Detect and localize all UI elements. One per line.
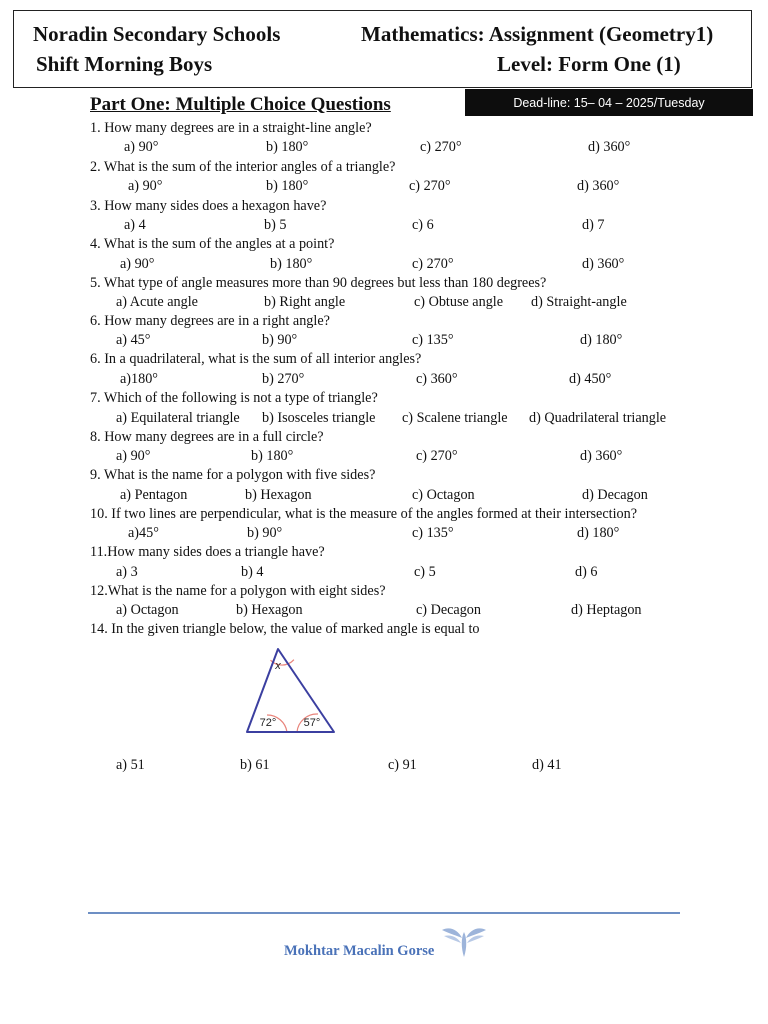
option-b: b) Hexagon (236, 602, 303, 618)
option-d: d) 360° (577, 178, 620, 194)
option-d: d) 360° (588, 139, 631, 155)
option-c: c) 135° (412, 525, 454, 541)
option-a: a) 4 (124, 217, 146, 233)
option-c: c) 5 (414, 564, 436, 580)
option-d: d) Heptagon (571, 602, 642, 618)
option-a: a) Acute angle (116, 294, 198, 310)
author-name: Mokhtar Macalin Gorse (284, 943, 435, 959)
option-a: a) 51 (116, 757, 145, 773)
angle-57-label: 57° (303, 717, 321, 729)
option-c: c) 270° (416, 448, 458, 464)
option-c: c) Scalene triangle (402, 410, 508, 426)
option-b: b) 180° (266, 139, 309, 155)
option-b: b) 270° (262, 371, 305, 387)
option-d: d) 450° (569, 371, 612, 387)
question-2: 2. What is the sum of the interior angles of a triangle? (90, 159, 396, 175)
bird-logo-icon (440, 924, 488, 960)
level-label: Level: Form One (1) (497, 52, 681, 76)
option-b: b) Hexagon (245, 487, 312, 503)
school-name: Noradin Secondary Schools (33, 22, 281, 46)
option-c: c) Decagon (416, 602, 481, 618)
option-a: a) 90° (124, 139, 159, 155)
option-b: b) Right angle (264, 294, 346, 310)
option-c: c) 270° (420, 139, 462, 155)
option-a: a)45° (128, 525, 159, 541)
shift-label: Shift Morning Boys (36, 52, 213, 76)
option-c: c) 6 (412, 217, 434, 233)
option-b: b) 180° (251, 448, 294, 464)
option-d: d) Decagon (582, 487, 648, 503)
option-b: b) 90° (247, 525, 283, 541)
option-a: a) 90° (128, 178, 163, 194)
option-c: c) Obtuse angle (414, 294, 504, 310)
option-b: b) 180° (266, 178, 309, 194)
option-a: a) 90° (116, 448, 151, 464)
option-b: b) 90° (262, 332, 298, 348)
angle-x-label: x (275, 660, 281, 672)
option-a: a) 45° (116, 332, 151, 348)
angle-72-label: 72° (259, 717, 277, 729)
subject-title: Mathematics: Assignment (Geometry1) (361, 22, 714, 46)
option-b: b) Isosceles triangle (262, 410, 376, 426)
option-d: d) 6 (575, 564, 598, 580)
question-3: 3. How many sides does a hexagon have? (90, 198, 327, 214)
option-b: b) 5 (264, 217, 287, 233)
deadline-banner (465, 89, 753, 116)
option-a: a) Octagon (116, 602, 179, 618)
option-c: c) 135° (412, 332, 454, 348)
question-8: 8. How many degrees are in a full circle? (90, 429, 324, 445)
question-6b: 6. In a quadrilateral, what is the sum of all interior angles? (90, 351, 422, 367)
option-a: a) 3 (116, 564, 138, 580)
option-d: d) 41 (532, 757, 562, 773)
question-12: 12.What is the name for a polygon with eight sides? (90, 583, 386, 599)
option-d: d) 180° (580, 332, 623, 348)
footer-divider (88, 912, 680, 914)
question-4: 4. What is the sum of the angles at a point? (90, 236, 335, 252)
option-a: a) Pentagon (120, 487, 188, 503)
option-d: d) Straight-angle (531, 294, 627, 310)
option-b: b) 4 (241, 564, 264, 580)
option-a: a) Equilateral triangle (116, 410, 240, 426)
question-6: 6. How many degrees are in a right angle? (90, 313, 330, 329)
question-14: 14. In the given triangle below, the value of marked angle is equal to (90, 621, 480, 637)
question-9: 9. What is the name for a polygon with five sides? (90, 467, 376, 483)
option-d: d) 360° (580, 448, 623, 464)
deadline-text: Dead-line: 15– 04 – 2025/Tuesday (513, 95, 705, 110)
question-11: 11.How many sides does a triangle have? (90, 544, 325, 560)
option-b: b) 61 (240, 757, 270, 773)
option-b: b) 180° (270, 256, 313, 272)
part-title: Part One: Multiple Choice Questions (90, 94, 391, 115)
option-d: d) 7 (582, 217, 605, 233)
question-10: 10. If two lines are perpendicular, what is the measure of the angles formed at their intersection? (90, 506, 638, 522)
option-a: a) 90° (120, 256, 155, 272)
triangle-figure (240, 643, 350, 743)
question-1: 1. How many degrees are in a straight-line angle? (90, 120, 372, 136)
option-d: d) 180° (577, 525, 620, 541)
option-c: c) 91 (388, 757, 417, 773)
question-5: 5. What type of angle measures more than 90 degrees but less than 180 degrees? (90, 275, 547, 291)
option-d: d) 360° (582, 256, 625, 272)
option-c: c) 360° (416, 371, 458, 387)
option-c: c) 270° (412, 256, 454, 272)
option-c: c) Octagon (412, 487, 475, 503)
option-a: a)180° (120, 371, 158, 387)
question-7: 7. Which of the following is not a type of triangle? (90, 390, 378, 406)
option-d: d) Quadrilateral triangle (529, 410, 667, 426)
option-c: c) 270° (409, 178, 451, 194)
